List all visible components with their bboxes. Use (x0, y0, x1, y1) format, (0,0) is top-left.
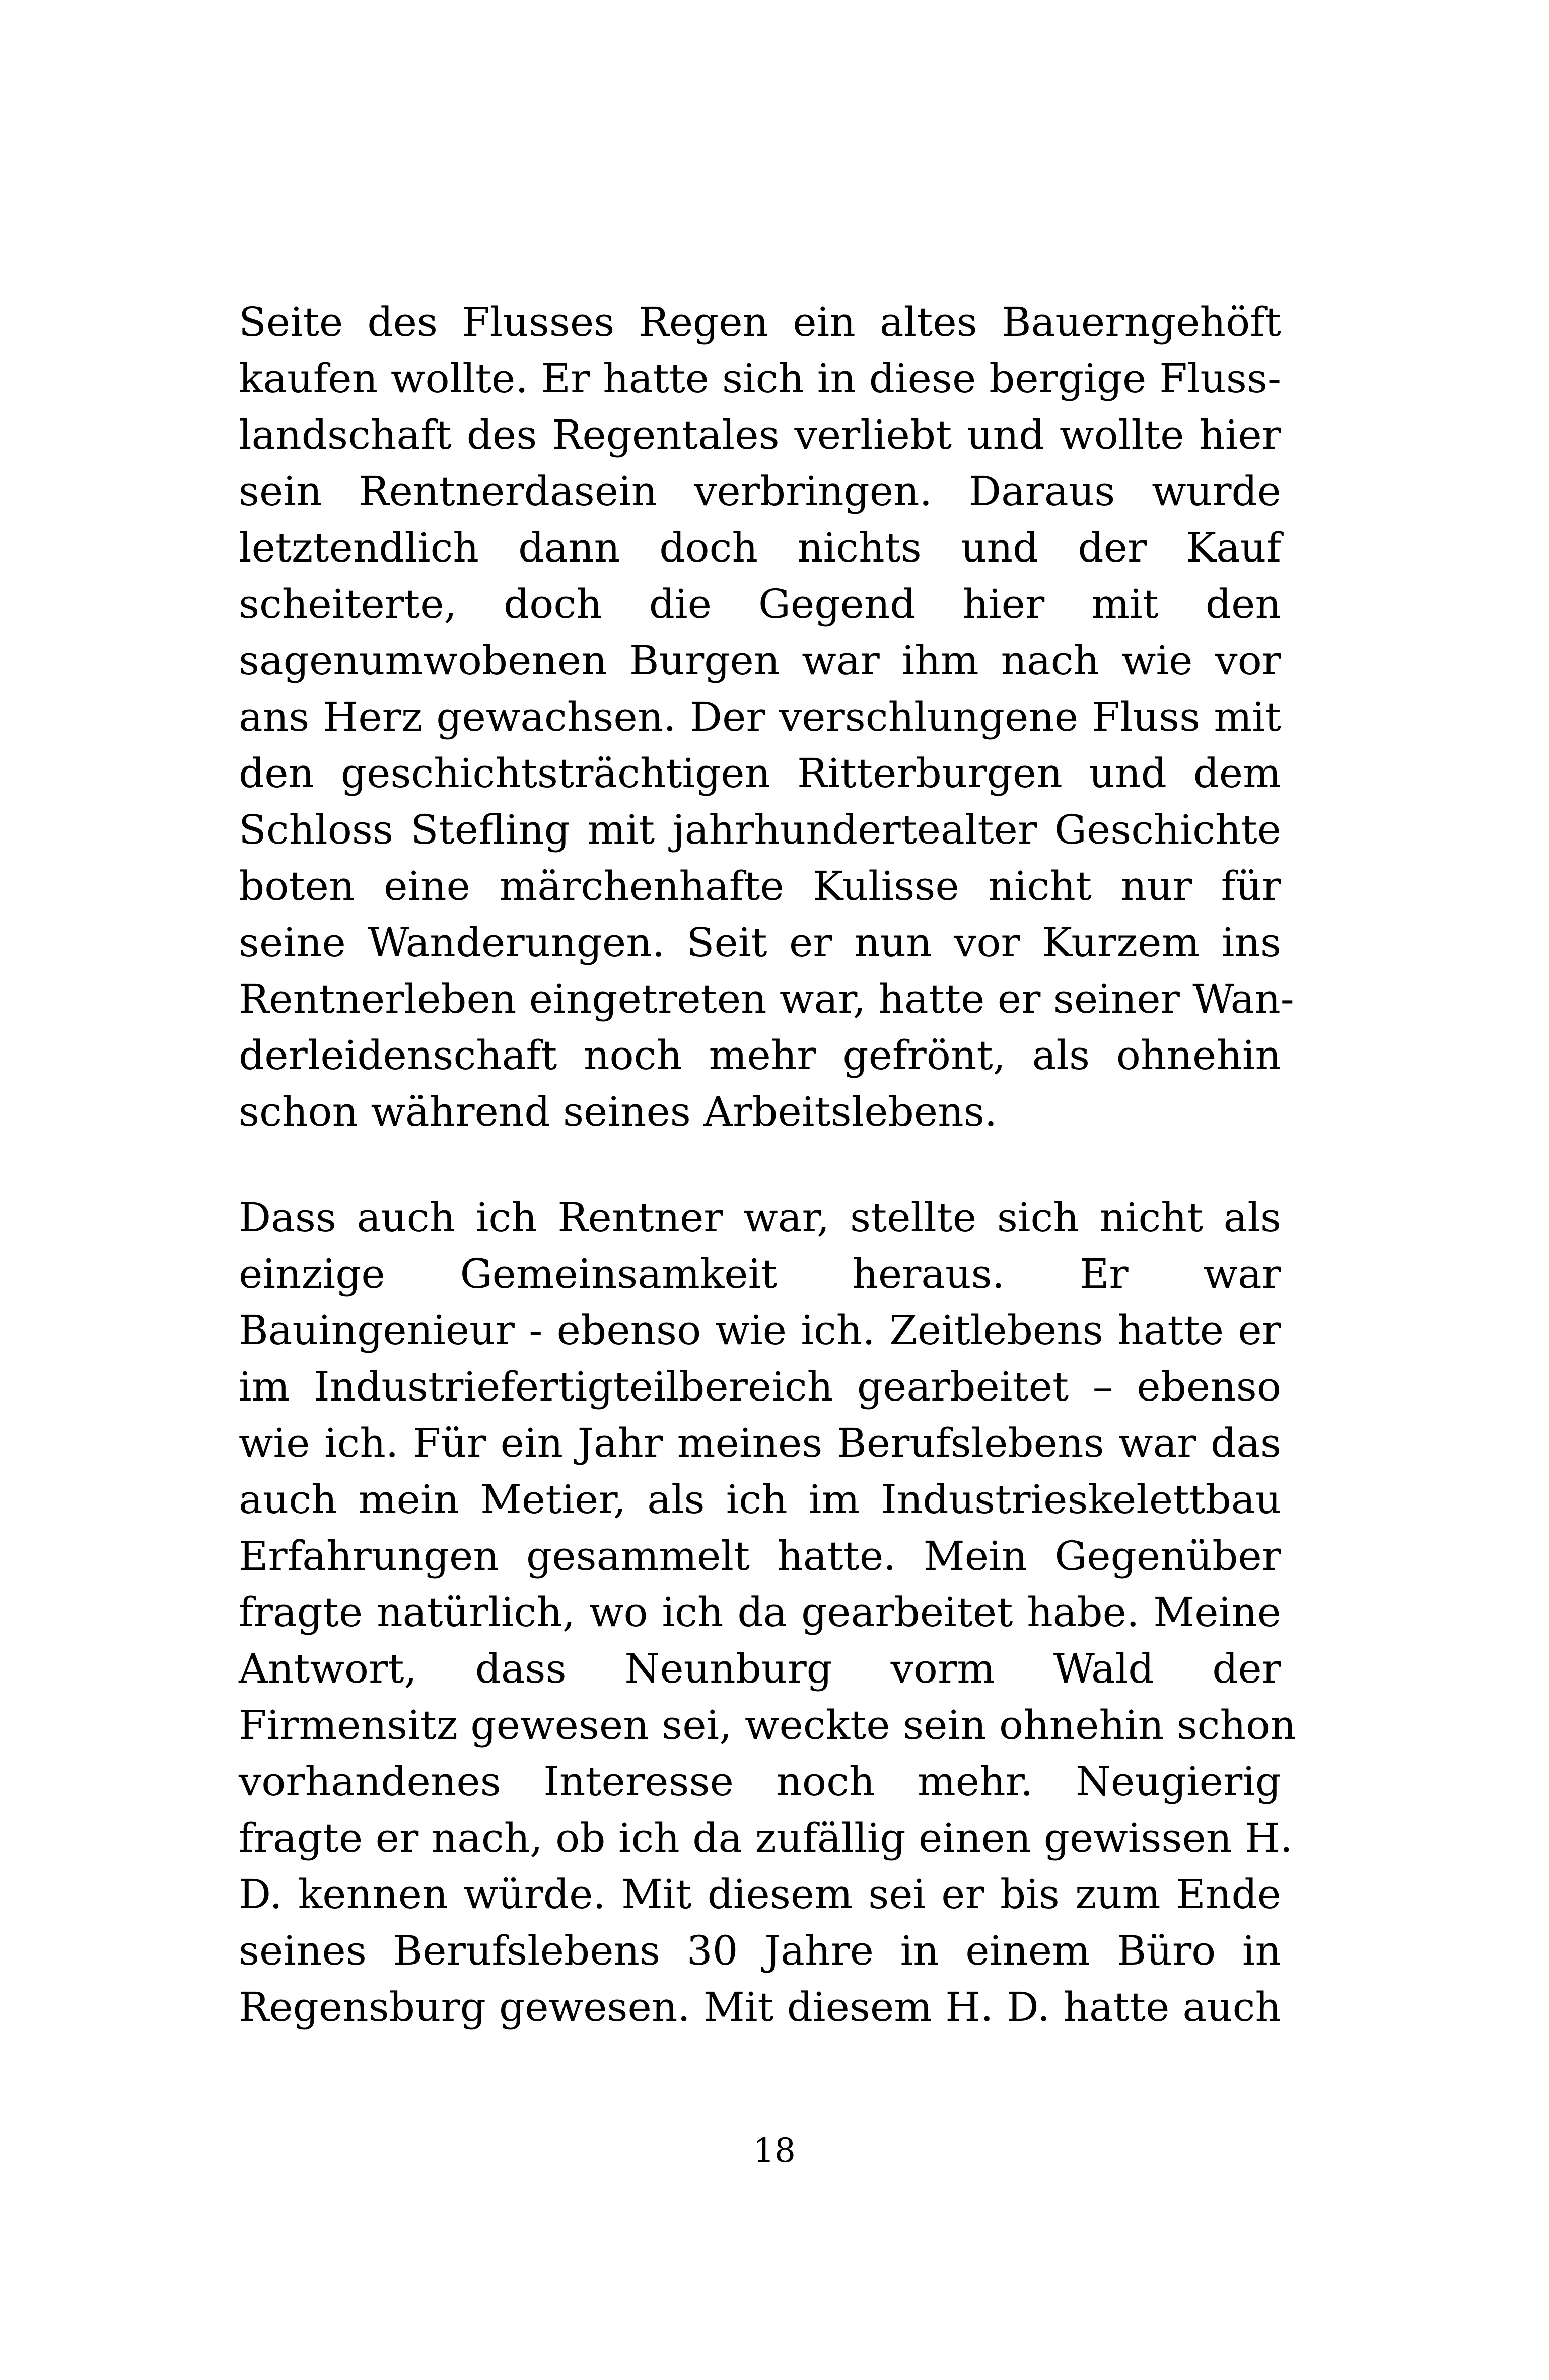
text-line: letztendlich dann doch nichts und der Kauf (239, 524, 1281, 571)
text-line: seine Wanderungen. Seit er nun vor Kurzem ins (239, 919, 1281, 966)
text-line: auch mein Metier, als ich im Industrieskelettbau (239, 1476, 1281, 1523)
text-line: Schloss Stefling mit jahrhundertealter Geschichte (239, 806, 1281, 853)
text-line: sein Rentnerdasein verbringen. Daraus wurde (239, 468, 1281, 515)
text-line: sagenumwobenen Burgen war ihm nach wie vor (239, 637, 1281, 684)
text-line: kaufen wollte. Er hatte sich in diese bergige Fluss- (239, 355, 1281, 402)
paragraph-1 (239, 294, 1294, 1140)
text-line: vorhandenes Interesse noch mehr. Neugierig (239, 1758, 1281, 1805)
page-number: 18 (753, 2131, 796, 2170)
text-line: Seite des Flusses Regen ein altes Bauerngehöft (239, 299, 1281, 345)
text-line: ans Herz gewachsen. Der verschlungene Fluss mit (239, 693, 1281, 740)
text-line: seines Berufslebens 30 Jahre in einem Büro in (239, 1927, 1281, 1974)
text-line: Bauingenieur - ebenso wie ich. Zeitlebens hatte er (239, 1307, 1281, 1354)
text-line: Regensburg gewesen. Mit diesem H. D. hatte auch (239, 1984, 1281, 2031)
text-line: fragte er nach, ob ich da zufällig einen gewissen H. (239, 1814, 1293, 1861)
text-line: derleidenschaft noch mehr gefrönt, als ohnehin (239, 1032, 1281, 1079)
text-line: wie ich. Für ein Jahr meines Berufslebens war das (239, 1420, 1281, 1466)
text-line: Antwort, dass Neunburg vorm Wald der (239, 1645, 1281, 1692)
text-line: Erfahrungen gesammelt hatte. Mein Gegenüber (239, 1532, 1281, 1579)
text-line: scheiterte, doch die Gegend hier mit den (239, 581, 1281, 627)
text-line: den geschichtsträchtigen Ritterburgen und dem (239, 750, 1281, 797)
text-line: im Industriefertigteilbereich gearbeitet – ebenso (239, 1363, 1281, 1410)
text-line: Rentnerleben eingetreten war, hatte er seiner Wan- (239, 975, 1294, 1022)
text-line: Firmensitz gewesen sei, weckte sein ohnehin schon (239, 1702, 1296, 1748)
text-line: fragte natürlich, wo ich da gearbeitet habe. Meine (239, 1589, 1281, 1636)
text-line: Dass auch ich Rentner war, stellte sich nicht als (239, 1194, 1281, 1241)
text-line: schon während seines Arbeitslebens. (239, 1088, 998, 1135)
text-line: D. kennen würde. Mit diesem sei er bis zum Ende (239, 1871, 1281, 1918)
paragraph-2 (239, 1189, 1296, 2036)
text-line: boten eine märchenhafte Kulisse nicht nur für (239, 863, 1281, 909)
text-line: einzige Gemeinsamkeit heraus. Er war (239, 1250, 1281, 1297)
text-line: landschaft des Regentales verliebt und wollte hier (239, 411, 1281, 458)
